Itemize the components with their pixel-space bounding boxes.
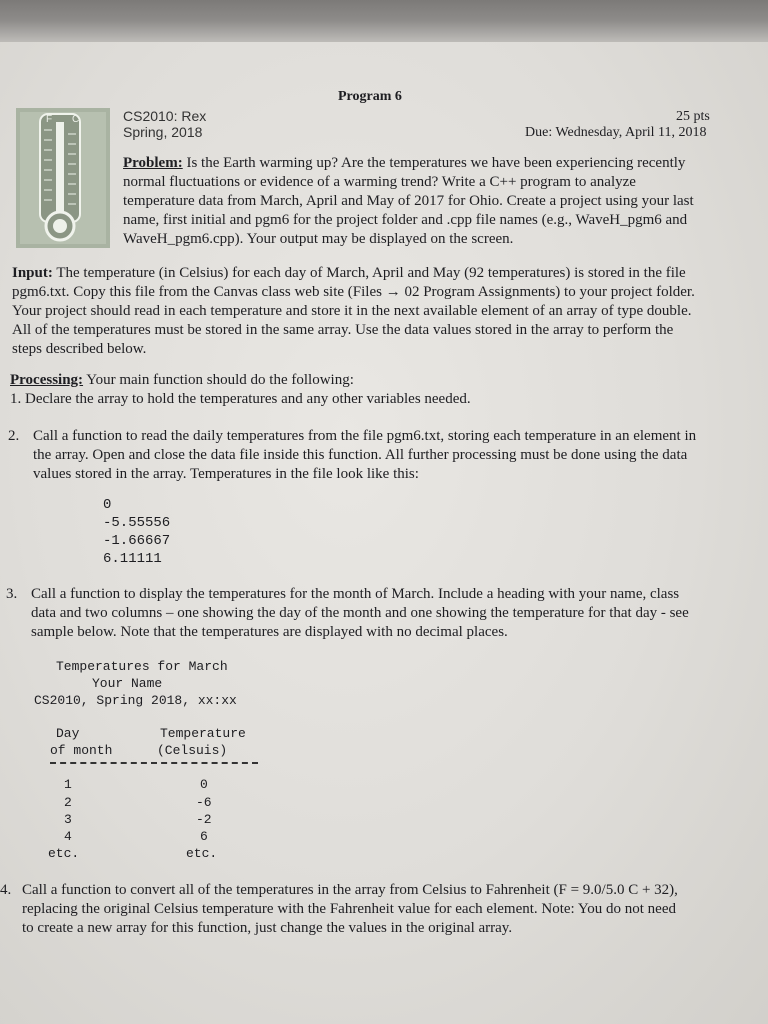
course-name: CS2010: Rex (123, 108, 207, 124)
table-cell-temp: -2 (196, 812, 212, 827)
problem-label: Problem: (123, 155, 183, 171)
step-3-line-3: sample below. Note that the temperatures are displayed with no decimal places. (31, 624, 508, 640)
table-cell-temp: -6 (196, 795, 212, 810)
problem-line-3: temperature data from March, April and May of 2017 for Ohio. Create a project using your last (123, 193, 694, 209)
sample-heading-1: Temperatures for March (56, 659, 228, 674)
page-title: Program 6 (338, 89, 402, 104)
file-sample-line: -1.66667 (103, 533, 171, 549)
step-3-line-2: data and two columns – one showing the day of the month and one showing the temperature for that day - see (31, 605, 689, 621)
step-2-line-3: values stored in the array. Temperatures in the file look like this: (33, 466, 419, 482)
step-2-number: 2. (8, 428, 20, 444)
table-cell-temp: 0 (200, 777, 208, 792)
input-line-2: pgm6.txt. Copy this file from the Canvas class web site (Files → 02 Program Assignments) to your project folder. (12, 284, 695, 300)
input-line-3: Your project should read in each temperature and store it in the next available element of an array of type double. (12, 303, 692, 319)
due-date: Due: Wednesday, April 11, 2018 (525, 125, 707, 140)
problem-line-4: name, first initial and pgm6 for the project folder and .cpp file names (e.g., WaveH_pgm6 and (123, 212, 688, 228)
step-3-number: 3. (6, 586, 18, 602)
step-4-line-2: replacing the original Celsius temperature with the Fahrenheit value for each element. Note: You do not need (22, 901, 676, 917)
thermometer-icon (16, 108, 110, 248)
points: 25 pts (676, 109, 710, 124)
input-line-5: steps described below. (12, 341, 147, 357)
table-cell-day: 4 (64, 829, 72, 844)
semester: Spring, 2018 (123, 124, 203, 140)
step-1: 1. Declare the array to hold the temperatures and any other variables needed. (10, 391, 471, 407)
file-sample-line: 6.11111 (103, 551, 162, 567)
table-cell-temp: 6 (200, 829, 208, 844)
thermometer-label-f: F (46, 114, 53, 125)
step-4-line-1: Call a function to convert all of the temperatures in the array from Celsius to Fahrenheit (F = 9.0/5.0 C + 32), (22, 882, 678, 898)
table-divider (50, 762, 258, 764)
step-4-line-3: to create a new array for this function, just change the values in the original array. (22, 920, 513, 936)
table-cell-day: etc. (48, 846, 80, 861)
thermometer-label-c: C (72, 114, 80, 125)
problem-line-1: Problem: Is the Earth warming up? Are the temperatures we have been experiencing recently (123, 155, 686, 171)
processing-heading: Processing: Your main function should do the following: (10, 372, 354, 388)
column-header-temp: Temperature (160, 726, 246, 741)
table-cell-day: 1 (64, 777, 72, 792)
table-cell-day: 2 (64, 795, 72, 810)
step-4-number: 4. (0, 882, 12, 898)
table-cell-day: 3 (64, 812, 72, 827)
step-2-line-2: the array. Open and close the data file inside this function. All further processing must be done using the data (33, 447, 688, 463)
sample-heading-2: Your Name (92, 676, 163, 691)
input-line-1: Input: The temperature (in Celsius) for each day of March, April and May (92 temperatures) is stored in the file (12, 265, 686, 281)
step-2-line-1: Call a function to read the daily temperatures from the file pgm6.txt, storing each temperature in an element in (33, 428, 697, 444)
sample-heading-3: CS2010, Spring 2018, xx:xx (34, 693, 237, 708)
processing-label: Processing: (10, 372, 84, 388)
column-header-temp-sub: (Celsuis) (157, 743, 228, 758)
table-cell-temp: etc. (186, 846, 218, 861)
problem-line-5: WaveH_pgm6.cpp). Your output may be displayed on the screen. (123, 231, 514, 247)
problem-line-2: normal fluctuations or evidence of a warming trend? Write a C++ program to analyze (123, 174, 636, 190)
step-3-line-1: Call a function to display the temperatures for the month of March. Include a heading with your name, class (31, 586, 680, 602)
column-header-day: Day (56, 726, 80, 741)
file-sample-line: 0 (103, 497, 112, 513)
input-label: Input: (12, 265, 53, 281)
input-line-4: All of the temperatures must be stored in the same array. Use the data values stored in the array to perform the (12, 322, 674, 338)
column-header-day-sub: of month (50, 743, 113, 758)
file-sample-line: -5.55556 (103, 515, 171, 531)
